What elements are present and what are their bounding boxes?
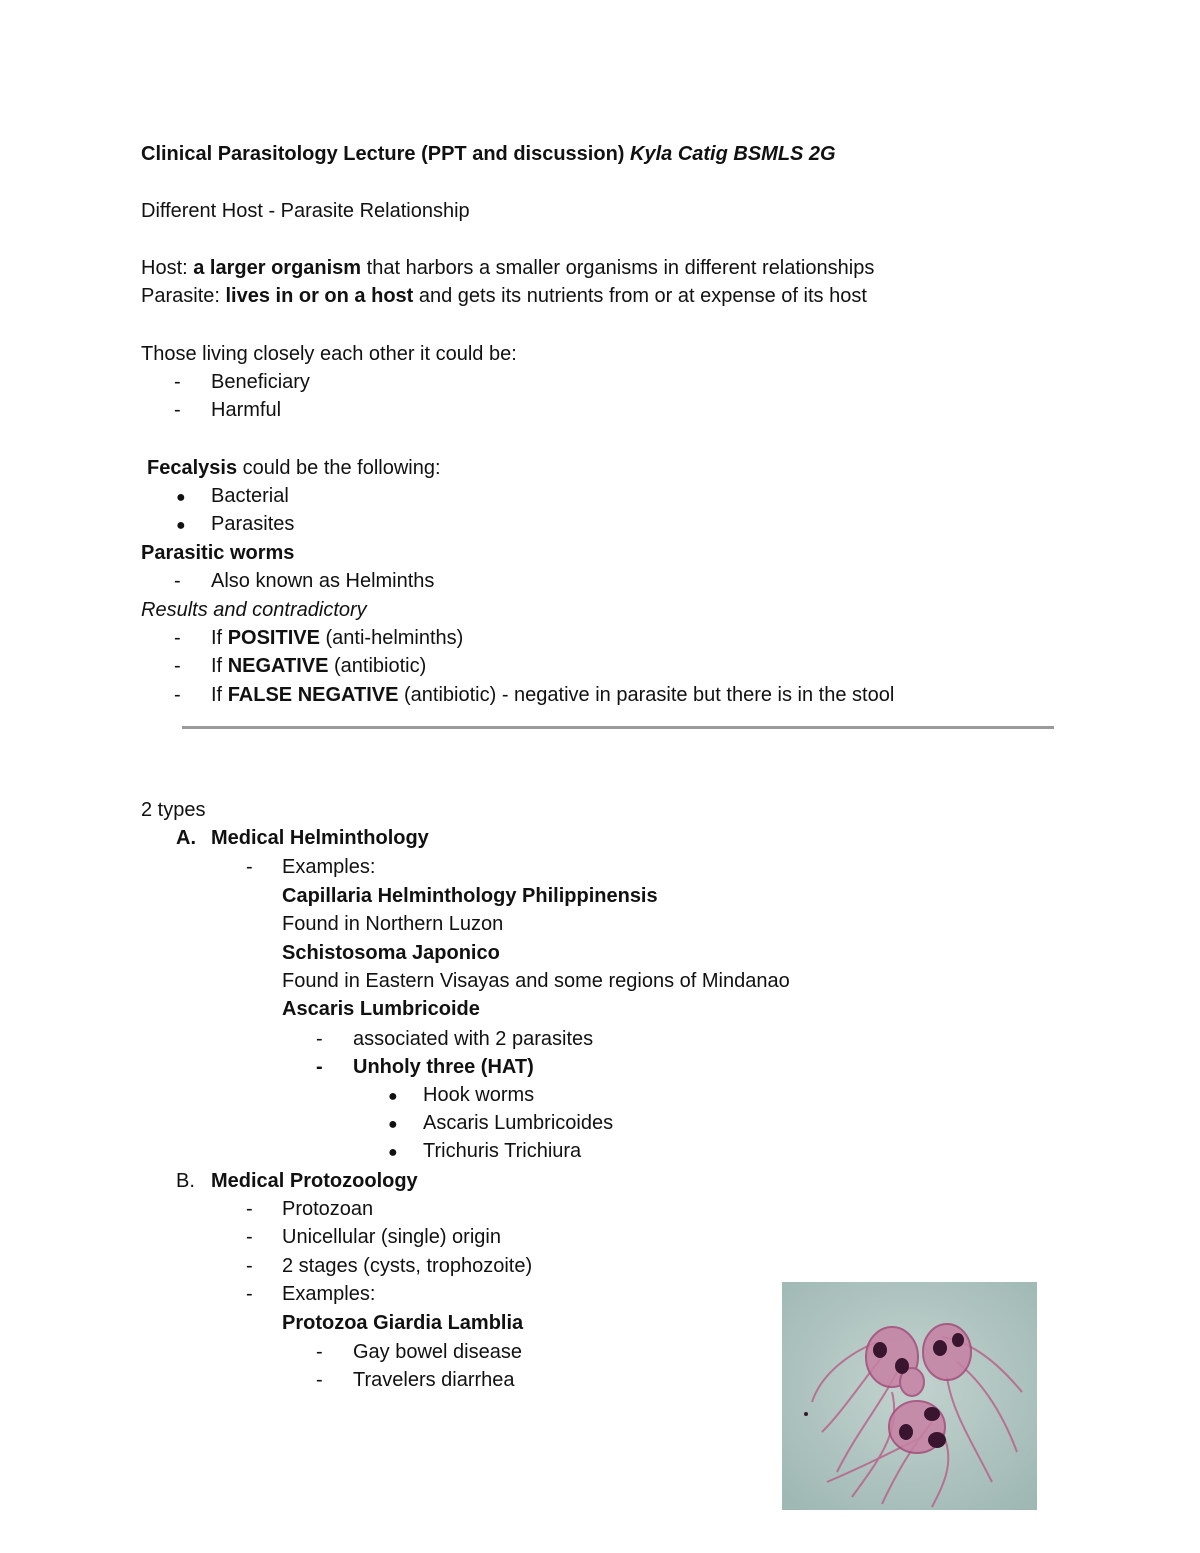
list-item-text: Parasites [211,513,295,535]
dash-marker: - [246,1198,253,1220]
list-item-text: Examples: [282,856,376,878]
result-item [174,681,894,709]
type-b-title: Medical Protozoology [211,1170,418,1192]
list-item-text: Unholy three (HAT) [353,1056,534,1078]
giardia-micrograph-image [782,1282,1037,1510]
list-item [246,1280,375,1308]
list-item-text: Travelers diarrhea [353,1369,515,1391]
types-heading: 2 types [141,799,206,821]
parasite-rest: and gets its nutrients from or at expense of its host [418,285,867,307]
list-item [246,1195,373,1223]
list-item [174,368,310,396]
result-bold: FALSE NEGATIVE [227,684,399,706]
title-text: Clinical Parasitology Lecture (PPT and discussion) [141,143,625,165]
list-item [176,510,294,540]
dash-marker: - [246,856,253,878]
host-bold: a larger organism [193,257,362,279]
list-item-text: Harmful [211,399,282,421]
dash-marker: - [174,627,181,649]
dash-marker: - [316,1369,323,1391]
species-name: Schistosoma Japonico [282,942,500,964]
species-name: Capillaria Helminthology Philippinensis [282,885,658,907]
result-rest: (antibiotic) [334,655,427,677]
list-item [246,1252,532,1280]
dash-marker: - [174,570,181,592]
list-item-text: Bacterial [211,485,289,507]
result-bold: NEGATIVE [227,655,329,677]
bullet-marker: ● [176,489,186,506]
species-name: Ascaris Lumbricoide [282,998,480,1020]
list-item-text: Beneficiary [211,371,310,393]
dash-marker: - [174,399,181,421]
type-b-heading [176,1167,418,1195]
type-a-marker: A. [176,827,196,849]
list-item [388,1081,534,1111]
list-item-text: Gay bowel disease [353,1341,522,1363]
type-a-heading [176,824,429,852]
dash-marker: - [246,1283,253,1305]
section-heading: Different Host - Parasite Relationship [141,200,470,222]
result-prefix: If [211,655,223,677]
list-item [316,1366,515,1394]
fecalysis-bold: Fecalysis [147,457,238,479]
list-item-text: Trichuris Trichiura [423,1140,582,1162]
author-text: Kyla Catig BSMLS 2G [630,143,836,165]
result-rest: (anti-helminths) [325,627,464,649]
bullet-marker: ● [388,1088,398,1105]
list-item [246,1223,501,1251]
list-item-text: Unicellular (single) origin [282,1226,501,1248]
parasite-definition [141,282,867,310]
dash-marker: - [246,1226,253,1248]
result-rest: (antibiotic) - negative in parasite but there is in the stool [404,684,895,706]
list-item [316,1338,522,1366]
result-prefix: If [211,627,223,649]
list-item [174,567,434,595]
giardia-micrograph-drawing [782,1282,1037,1510]
results-heading: Results and contradictory [141,599,367,621]
result-bold: POSITIVE [227,627,320,649]
type-b-marker: B. [176,1170,195,1192]
document-title [141,140,836,168]
list-item [174,396,281,424]
dash-marker: - [316,1056,323,1078]
list-item-text: Ascaris Lumbricoides [423,1112,614,1134]
dash-marker: - [316,1341,323,1363]
list-item [316,1053,534,1081]
list-item [176,482,289,512]
list-item-text: associated with 2 parasites [353,1028,594,1050]
dash-marker: - [246,1255,253,1277]
list-item [388,1137,581,1167]
host-definition [141,254,874,282]
species-note: Found in Eastern Visayas and some regions of Mindanao [282,970,790,992]
species-note: Found in Northern Luzon [282,913,504,935]
parasite-label: Parasite: [141,285,220,307]
worms-heading: Parasitic worms [141,542,295,564]
parasite-bold: lives in or on a host [225,285,414,307]
bullet-marker: ● [388,1144,398,1161]
list-item-text: 2 stages (cysts, trophozoite) [282,1255,533,1277]
dash-marker: - [174,684,181,706]
living-intro: Those living closely each other it could be: [141,343,517,365]
horizontal-rule [182,726,1054,729]
list-item [246,853,375,881]
host-rest: that harbors a smaller organisms in different relationships [366,257,875,279]
host-label: Host: [141,257,188,279]
list-item-text: Also known as Helminths [211,570,435,592]
list-item-text: Protozoan [282,1198,374,1220]
list-item [316,1025,593,1053]
species-name: Protozoa Giardia Lamblia [282,1312,524,1334]
dash-marker: - [316,1028,323,1050]
bullet-marker: ● [388,1116,398,1133]
fecalysis-rest: could be the following: [242,457,441,479]
dash-marker: - [174,371,181,393]
list-item-text: Examples: [282,1283,376,1305]
list-item-text: Hook worms [423,1084,535,1106]
list-item [388,1109,613,1139]
result-item [174,652,426,680]
bullet-marker: ● [176,517,186,534]
result-item [174,624,463,652]
result-prefix: If [211,684,223,706]
dash-marker: - [174,655,181,677]
type-a-title: Medical Helminthology [211,827,429,849]
fecalysis-intro [147,454,441,482]
